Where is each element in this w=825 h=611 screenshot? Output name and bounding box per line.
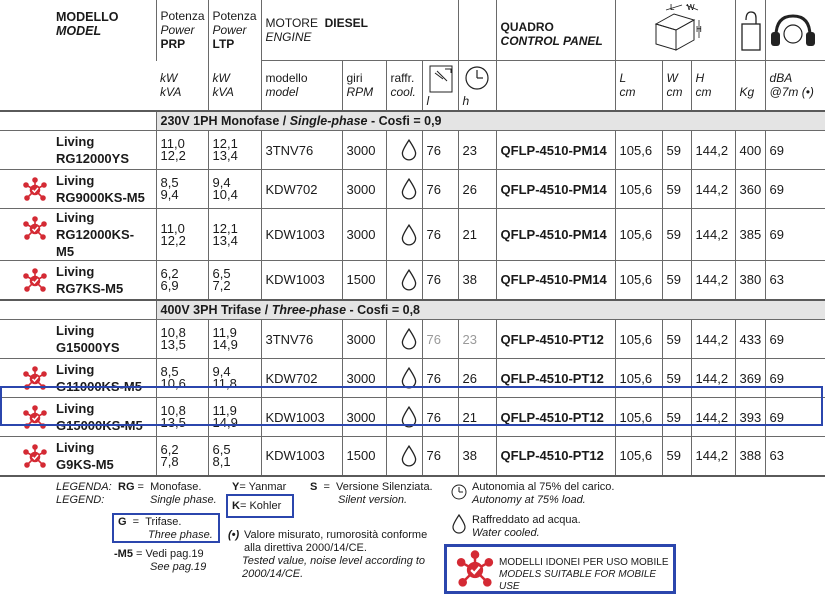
height-value: 144,2: [691, 359, 735, 398]
model-cell: [0, 170, 156, 209]
ltp-value: [208, 437, 261, 476]
legend-m5-it: Vedi pag.19: [145, 548, 204, 560]
cooling-cell: [386, 398, 422, 437]
weight-value: 400: [735, 131, 765, 170]
model-cell: [0, 359, 156, 398]
cooling-cell: [386, 359, 422, 398]
legend-m5-en: See pag.19: [150, 561, 207, 573]
legend-tested-en: Tested value, noise level according to 2000/14/CE.: [242, 555, 426, 580]
tank-value: 76: [422, 170, 458, 209]
prp-value: [156, 209, 208, 261]
legend-tested: [228, 529, 436, 581]
panel-heading: QUADRO: [500, 20, 554, 34]
width-value: 59: [662, 359, 691, 398]
prp-kw: 11,0: [160, 220, 185, 236]
ltp-kw: 9,4: [212, 364, 231, 379]
noise-value: 69: [765, 359, 825, 398]
hours-value: 21: [458, 209, 496, 261]
tank-value: 76: [422, 320, 458, 359]
legend-rg: RG = Monofase. Single phase.: [118, 481, 217, 506]
dim-l-label: [615, 61, 662, 111]
prp-value: [156, 398, 208, 437]
noise-value: 63: [765, 437, 825, 476]
width-value: 59: [662, 320, 691, 359]
ltp-kw: 9,4: [212, 175, 231, 190]
hours-value: 21: [458, 398, 496, 437]
rpm-value: 3000: [342, 131, 386, 170]
model-code: RG9000KS-M5: [56, 190, 145, 205]
ltp-kw: 12,1: [212, 220, 238, 236]
section-label-post: - Cosfi = 0,8: [346, 302, 421, 317]
water-drop-icon: [399, 139, 419, 161]
dim-l: L: [619, 71, 627, 86]
hours-value: 23: [458, 320, 496, 359]
rpm-value: 1500: [342, 437, 386, 476]
prp-kva: 10,6: [160, 376, 186, 391]
section-label-en: Single-phase: [289, 113, 368, 128]
legend-autonomy: [472, 481, 614, 507]
engine-model: KDW702: [261, 170, 342, 209]
fuel-tank-icon: [427, 63, 457, 95]
rpm-value: 3000: [342, 359, 386, 398]
legend-tested-it: Valore misurato, rumorosità conforme alla direttiva 2000/14/CE.: [244, 529, 428, 554]
ear-protection-icon: [766, 12, 820, 52]
section-label-en: Three-phase: [271, 302, 347, 317]
svg-text:W: W: [686, 3, 695, 12]
length-value: 105,6: [615, 320, 662, 359]
legend-k: K= Kohler: [232, 500, 282, 512]
weight-label: [735, 61, 765, 111]
ltp-units: [208, 61, 261, 111]
width-value: 59: [662, 209, 691, 261]
section-spacer: [0, 300, 156, 320]
prp-kw: 10,8: [160, 403, 186, 418]
dim-h-unit: cm: [695, 85, 712, 100]
height-value: 144,2: [691, 261, 735, 300]
table-row: [0, 209, 825, 261]
section-label: [156, 300, 825, 320]
prp-units: [156, 61, 208, 111]
panel-value: QFLP-4510-PM14: [496, 209, 615, 261]
length-value: 105,6: [615, 261, 662, 300]
prp-kva: 9,4: [160, 187, 179, 202]
ltp-heading: Potenza: [212, 9, 257, 24]
header-row: [0, 0, 825, 61]
legend-title-it: LEGENDA:: [56, 481, 112, 493]
ltp-value: [208, 359, 261, 398]
ltp-kva: 13,4: [212, 148, 238, 163]
legend-k-val: Kohler: [249, 500, 282, 512]
model-heading: MODELLO: [56, 10, 119, 24]
weight-value: 369: [735, 359, 765, 398]
table-body: [0, 111, 825, 476]
dim-h: H: [695, 71, 705, 86]
ltp-value: [208, 261, 261, 300]
ltp-value: [208, 398, 261, 437]
legend-title: [56, 481, 112, 507]
prp-kw: 6,2: [160, 441, 179, 457]
rpm-value: 1500: [342, 261, 386, 300]
ltp-value: [208, 209, 261, 261]
tank-value: 76: [422, 398, 458, 437]
legend-rg-key: RG: [118, 481, 135, 493]
legend-y-val: Yanmar: [248, 481, 287, 493]
ltp-kva: 10,4: [212, 187, 238, 202]
mobile-network-icon: [22, 268, 48, 294]
rpm-label: giri: [346, 71, 363, 86]
water-drop-icon: [399, 445, 419, 467]
panel-value: QFLP-4510-PT12: [496, 359, 615, 398]
legend-k-key: K: [232, 500, 240, 512]
dim-w: W: [666, 71, 678, 86]
table-row: [0, 359, 825, 398]
model-cell: [0, 398, 156, 437]
model-name: Living: [56, 362, 95, 377]
weight-value: 380: [735, 261, 765, 300]
dimensions-box-icon: [616, 2, 736, 57]
model-name: Living: [56, 173, 95, 188]
tank-value: 76: [422, 131, 458, 170]
rpm-value: 3000: [342, 320, 386, 359]
prp-value: [156, 437, 208, 476]
mobile-network-icon: [22, 366, 48, 392]
dim-h-label: [691, 61, 735, 111]
mobile-use-it: MODELLI IDONEI PER USO MOBILE: [499, 557, 669, 568]
legend-tested-mark: (•): [228, 529, 240, 541]
weight-value: 360: [735, 170, 765, 209]
rpm-label-en: RPM: [346, 85, 374, 100]
section-label-pre: 230V 1PH Monofase /: [160, 113, 290, 128]
prp-kw: 10,8: [160, 325, 186, 340]
ltp-unit-kva: kVA: [212, 85, 234, 99]
ltp-kva: 14,9: [212, 337, 238, 352]
cool-label: raffr.: [390, 71, 415, 86]
height-value: 144,2: [691, 437, 735, 476]
prp-code: PRP: [160, 37, 186, 52]
engine-diesel: DIESEL: [324, 16, 368, 30]
mobile-network-icon: [22, 177, 48, 203]
ltp-value: [208, 131, 261, 170]
prp-heading-en: Power: [160, 23, 195, 38]
cooling-cell: [386, 261, 422, 300]
legend-s: S = Versione Silenziata. Silent version.: [310, 481, 433, 506]
length-value: 105,6: [615, 170, 662, 209]
model-name: Living: [56, 210, 95, 225]
panel-value: QFLP-4510-PM14: [496, 261, 615, 300]
mobile-network-icon: [22, 444, 48, 470]
engine-model: KDW1003: [261, 261, 342, 300]
weight-unit: Kg: [739, 85, 755, 100]
length-value: 105,6: [615, 131, 662, 170]
legend-m5: -M5 = Vedi pag.19 See pag.19: [114, 548, 207, 573]
noise-unit: dBA: [769, 71, 793, 86]
dim-w-unit: cm: [666, 85, 683, 100]
water-drop-icon: [399, 269, 419, 291]
prp-kw: 11,0: [160, 136, 185, 151]
legend-water: [472, 514, 581, 540]
engine-model: KDW1003: [261, 437, 342, 476]
cooling-cell: [386, 320, 422, 359]
water-drop-icon: [399, 328, 419, 350]
table-row: [0, 398, 825, 437]
height-value: 144,2: [691, 209, 735, 261]
tank-value: 76: [422, 359, 458, 398]
noise-distance: @7m (•): [769, 85, 814, 100]
engine-model-label: modello: [265, 71, 308, 86]
legend-s-en: Silent version.: [338, 494, 408, 506]
ltp-kw: 6,5: [212, 441, 231, 457]
width-value: 59: [662, 437, 691, 476]
ltp-kw: 6,5: [212, 265, 231, 281]
rpm-value: 3000: [342, 170, 386, 209]
rpm-value: 3000: [342, 398, 386, 437]
mobile-network-icon: [22, 216, 48, 242]
prp-heading: Potenza: [160, 9, 205, 24]
width-value: 59: [662, 131, 691, 170]
weight-value: 388: [735, 437, 765, 476]
length-value: 105,6: [615, 398, 662, 437]
water-drop-icon: [399, 406, 419, 428]
hours-value: 26: [458, 170, 496, 209]
table-row: [0, 437, 825, 476]
height-value: 144,2: [691, 398, 735, 437]
model-cell: [0, 437, 156, 476]
ltp-kw: 11,9: [212, 403, 237, 418]
ltp-code: LTP: [212, 37, 235, 52]
length-value: 105,6: [615, 209, 662, 261]
noise-label: [765, 61, 825, 111]
legend-s-it: Versione Silenziata.: [336, 481, 433, 493]
panel-value: QFLP-4510-PT12: [496, 320, 615, 359]
mobile-network-icon: [455, 550, 495, 590]
prp-value: [156, 131, 208, 170]
panel-value: QFLP-4510-PM14: [496, 131, 615, 170]
legend-y: Y= Yanmar: [232, 481, 287, 493]
clock-icon: [450, 483, 468, 501]
mobile-use-text: [499, 557, 673, 593]
time-unit: h: [462, 93, 470, 108]
engine-model: KDW1003: [261, 209, 342, 261]
tank-unit: l: [426, 93, 430, 108]
prp-value: [156, 359, 208, 398]
model-heading-en: MODEL: [56, 24, 102, 38]
tank-value: 76: [422, 261, 458, 300]
water-drop-icon: [399, 178, 419, 200]
tank-value: 76: [422, 437, 458, 476]
section-label: [156, 111, 825, 131]
weight-value: 433: [735, 320, 765, 359]
legend-autonomy-en: Autonomy at 75% load.: [472, 494, 586, 506]
hours-value: 26: [458, 359, 496, 398]
legend-rg-en: Single phase.: [150, 494, 217, 506]
prp-value: [156, 261, 208, 300]
panel-heading-en: CONTROL PANEL: [500, 34, 603, 48]
prp-kva: 7,8: [160, 453, 179, 469]
prp-kva: 12,2: [160, 148, 186, 163]
weight-value: 385: [735, 209, 765, 261]
panel-value: QFLP-4510-PM14: [496, 170, 615, 209]
prp-kva: 13,5: [160, 337, 186, 352]
table-row: [0, 320, 825, 359]
prp-kva: 12,2: [160, 232, 186, 248]
noise-value: 63: [765, 261, 825, 300]
engine-heading: MOTORE: [265, 16, 318, 30]
legend-y-key: Y: [232, 481, 240, 493]
model-name: Living: [56, 263, 95, 279]
legend-g-en: Three phase.: [148, 529, 213, 541]
legend-rg-it: Monofase.: [150, 481, 202, 493]
model-code: G11000KS-M5: [56, 379, 142, 394]
legend-water-it: Raffreddato ad acqua.: [472, 514, 581, 526]
model-cell: [0, 320, 156, 359]
model-code: G9KS-M5: [56, 456, 114, 472]
engine-model-label-en: model: [265, 85, 299, 100]
mobile-network-icon: [22, 405, 48, 431]
section-label-post: - Cosfi = 0,9: [367, 113, 442, 128]
legend-water-en: Water cooled.: [472, 527, 540, 539]
ltp-value: [208, 170, 261, 209]
engine-model: KDW1003: [261, 398, 342, 437]
table-row: [0, 261, 825, 300]
model-name: Living: [56, 401, 95, 416]
ltp-kva: 14,9: [212, 415, 238, 430]
weight-value: 393: [735, 398, 765, 437]
dim-l-unit: cm: [619, 85, 636, 100]
legend-g-key: G: [118, 516, 127, 528]
section-header: [0, 111, 825, 131]
ltp-kw: 12,1: [212, 136, 238, 151]
table-row: [0, 131, 825, 170]
height-value: 144,2: [691, 320, 735, 359]
mobile-use-en: MODELS SUITABLE FOR MOBILE USE: [499, 569, 657, 592]
width-value: 59: [662, 261, 691, 300]
legend-g: G = Trifase. Three phase.: [118, 516, 213, 541]
model-cell: [0, 131, 156, 170]
model-name: Living: [56, 439, 95, 455]
section-header: [0, 300, 825, 320]
model-code: RG12000YS: [56, 151, 129, 166]
svg-text:H: H: [695, 25, 702, 34]
tank-value: 76: [422, 209, 458, 261]
ltp-kva: 7,2: [212, 277, 231, 293]
ltp-kw: 11,9: [212, 325, 237, 340]
length-value: 105,6: [615, 437, 662, 476]
legend-m5-key: -M5: [114, 548, 133, 560]
height-value: 144,2: [691, 170, 735, 209]
cooling-cell: [386, 131, 422, 170]
section-spacer: [0, 111, 156, 131]
legend-s-key: S: [310, 481, 318, 493]
legend-g-it: Trifase.: [145, 516, 182, 528]
svg-text:L: L: [669, 3, 674, 12]
rpm-value: 3000: [342, 209, 386, 261]
engine-heading-en: ENGINE: [265, 30, 312, 44]
model-code: RG12000KS-M5: [56, 227, 135, 259]
weight-icon: [736, 10, 766, 54]
prp-kw: 6,2: [160, 265, 179, 281]
prp-kw: 8,5: [160, 175, 179, 190]
ltp-kva: 8,1: [212, 453, 231, 469]
ltp-unit-kw: kW: [212, 71, 230, 85]
water-drop-icon: [450, 514, 468, 534]
noise-value: 69: [765, 170, 825, 209]
cooling-cell: [386, 209, 422, 261]
engine-model: KDW702: [261, 359, 342, 398]
hours-value: 23: [458, 131, 496, 170]
model-code: G15000YS: [56, 340, 120, 355]
noise-value: 69: [765, 209, 825, 261]
width-value: 59: [662, 398, 691, 437]
cool-label-en: cool.: [390, 85, 416, 100]
noise-value: 69: [765, 131, 825, 170]
legend-title-en: LEGEND:: [56, 494, 105, 506]
ltp-kva: 13,4: [212, 232, 238, 248]
legend-autonomy-it: Autonomia al 75% del carico.: [472, 481, 615, 493]
prp-value: [156, 170, 208, 209]
panel-value: QFLP-4510-PT12: [496, 398, 615, 437]
hours-value: 38: [458, 437, 496, 476]
water-drop-icon: [399, 367, 419, 389]
model-cell: [0, 209, 156, 261]
clock-icon: [462, 63, 492, 93]
height-value: 144,2: [691, 131, 735, 170]
model-name: Living: [56, 134, 95, 149]
prp-kva: 13,5: [160, 415, 186, 430]
dim-w-label: [662, 61, 691, 111]
cooling-cell: [386, 170, 422, 209]
section-label-pre: 400V 3PH Trifase /: [160, 302, 272, 317]
model-code: RG7KS-M5: [56, 280, 124, 296]
prp-unit-kw: kW: [160, 71, 178, 85]
noise-value: 69: [765, 398, 825, 437]
panel-value: QFLP-4510-PT12: [496, 437, 615, 476]
mobile-use-panel: [444, 544, 676, 594]
prp-kva: 6,9: [160, 277, 179, 293]
ltp-kva: 11,8: [212, 376, 237, 391]
engine-model: 3TNV76: [261, 131, 342, 170]
engine-model: 3TNV76: [261, 320, 342, 359]
noise-value: 69: [765, 320, 825, 359]
model-code: G15000KS-M5: [56, 418, 143, 433]
ltp-heading-en: Power: [212, 23, 247, 38]
hours-value: 38: [458, 261, 496, 300]
water-drop-icon: [399, 224, 419, 246]
model-name: Living: [56, 323, 95, 338]
prp-unit-kva: kVA: [160, 85, 182, 99]
table-row: [0, 170, 825, 209]
cooling-cell: [386, 437, 422, 476]
prp-kw: 8,5: [160, 364, 179, 379]
ltp-value: [208, 320, 261, 359]
prp-value: [156, 320, 208, 359]
length-value: 105,6: [615, 359, 662, 398]
width-value: 59: [662, 170, 691, 209]
model-cell: [0, 261, 156, 300]
